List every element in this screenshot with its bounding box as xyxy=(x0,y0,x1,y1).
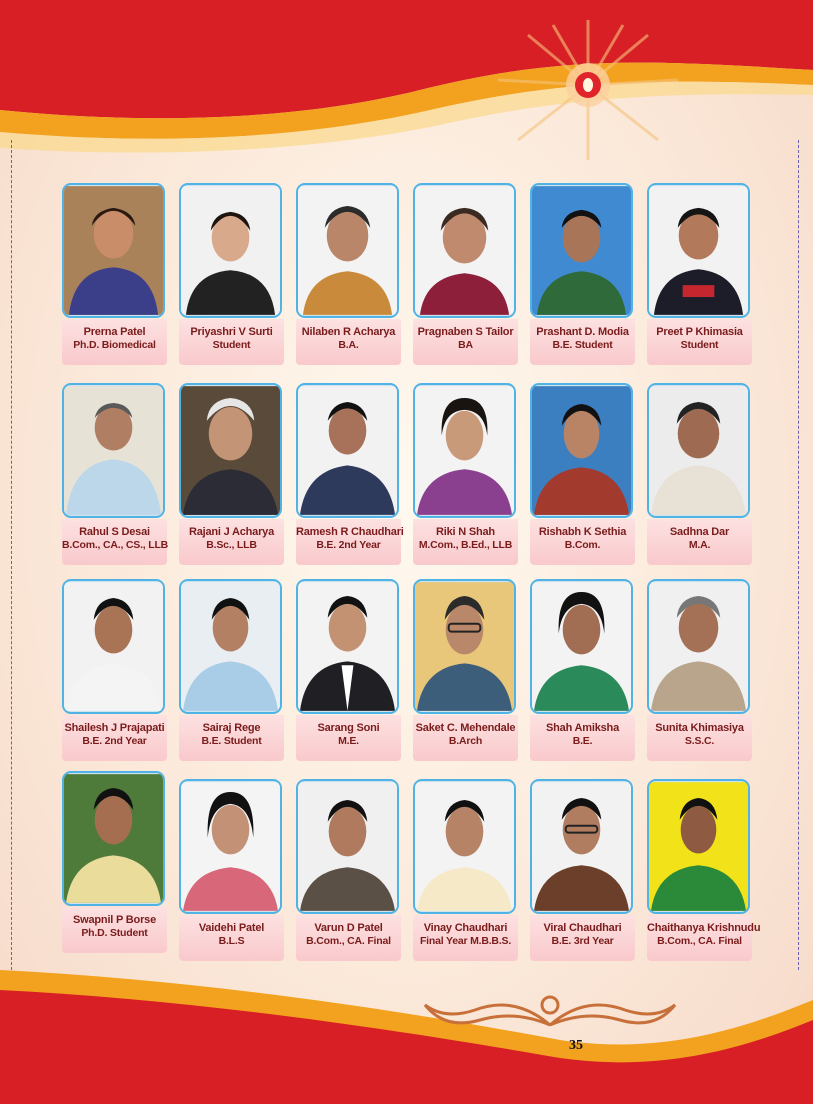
portrait-photo xyxy=(647,183,750,318)
person-qualification: B.E. 3rd Year xyxy=(551,935,614,947)
person-name: Vaidehi Patel xyxy=(198,922,265,934)
person-qualification: B.Arch xyxy=(448,735,483,747)
person-qualification: B.L.S xyxy=(218,935,245,947)
person-name: Prerna Patel xyxy=(83,326,146,338)
portrait-photo xyxy=(413,579,516,714)
person-qualification: Student xyxy=(212,339,251,351)
profile-card xyxy=(413,579,518,747)
profile-card xyxy=(179,183,284,351)
portrait-photo xyxy=(530,383,633,518)
person-qualification: B.E. Student xyxy=(552,339,613,351)
portrait-photo xyxy=(179,183,282,318)
profile-card xyxy=(62,579,167,747)
person-name: Prashant D. Modia xyxy=(536,326,629,338)
person-qualification: Ph.D. Biomedical xyxy=(73,339,156,351)
portrait-photo xyxy=(413,383,516,518)
profile-card xyxy=(530,383,635,551)
person-name: Shah Amiksha xyxy=(546,722,619,734)
profile-card xyxy=(179,383,284,551)
left-dashed-border xyxy=(11,140,12,970)
person-qualification: B.Com., CA., CS., LLB xyxy=(62,539,169,551)
person-qualification: M.E. xyxy=(338,735,359,747)
sun-rays-emblem xyxy=(488,20,688,170)
person-name: Rajani J Acharya xyxy=(188,526,275,538)
portrait-photo xyxy=(296,183,399,318)
profile-card xyxy=(296,183,401,351)
person-qualification: B.E. Student xyxy=(201,735,262,747)
portrait-photo xyxy=(62,771,165,906)
person-name: Sadhna Dar xyxy=(669,526,730,538)
person-qualification: M.A. xyxy=(688,539,711,551)
person-name: Rahul S Desai xyxy=(79,526,150,538)
person-qualification: Ph.D. Student xyxy=(81,927,148,939)
profile-card xyxy=(296,579,401,747)
person-qualification: B.E. 2nd Year xyxy=(82,735,147,747)
portrait-photo xyxy=(530,183,633,318)
portrait-photo xyxy=(179,579,282,714)
person-name: Saket C. Mehendale xyxy=(415,722,516,734)
person-name: Shailesh J Prajapati xyxy=(64,722,165,734)
profile-card xyxy=(296,779,401,947)
person-name: Preet P Khimasia xyxy=(656,326,743,338)
person-name: Riki N Shah xyxy=(436,526,495,538)
person-name: Priyashri V Surti xyxy=(190,326,273,338)
profile-card xyxy=(647,779,761,947)
portrait-photo xyxy=(647,383,750,518)
portrait-photo xyxy=(530,579,633,714)
person-qualification: B.E. xyxy=(572,735,593,747)
profile-card xyxy=(647,383,752,551)
person-name: Nilaben R Acharya xyxy=(301,326,396,338)
portrait-photo xyxy=(296,779,399,914)
portrait-photo xyxy=(413,779,516,914)
portrait-photo xyxy=(179,383,282,518)
portrait-photo xyxy=(62,579,165,714)
profile-card xyxy=(179,779,284,947)
person-name: Sunita Khimasiya xyxy=(655,722,744,734)
person-qualification: B.E. 2nd Year xyxy=(316,539,381,551)
person-name: Rishabh K Sethia xyxy=(538,526,627,538)
person-name: Pragnaben S Tailor xyxy=(417,326,514,338)
portrait-photo xyxy=(413,183,516,318)
profile-card xyxy=(647,579,752,747)
person-qualification: B.Com., CA. Final xyxy=(657,935,742,947)
profile-card xyxy=(179,579,284,747)
portrait-photo xyxy=(62,183,165,318)
profile-card xyxy=(413,779,518,947)
portrait-photo xyxy=(296,579,399,714)
profile-card xyxy=(62,383,169,551)
person-name: Viral Chaudhari xyxy=(543,922,622,934)
portrait-photo xyxy=(530,779,633,914)
page-number: 35 xyxy=(569,1038,583,1053)
person-name: Vinay Chaudhari xyxy=(423,922,508,934)
portrait-photo xyxy=(62,383,165,518)
profile-card xyxy=(530,183,635,351)
person-qualification: BA xyxy=(458,339,473,351)
right-dashed-border xyxy=(798,140,799,970)
person-qualification: S.S.C. xyxy=(684,735,715,747)
person-qualification: B.Com. xyxy=(564,539,601,551)
person-qualification: B.Sc., LLB xyxy=(206,539,257,551)
profile-card xyxy=(62,771,167,939)
person-name: Sairaj Rege xyxy=(202,722,261,734)
person-qualification: B.Com., CA. Final xyxy=(306,935,391,947)
person-qualification: M.Com., B.Ed., LLB xyxy=(418,539,513,551)
person-qualification: B.A. xyxy=(338,339,359,351)
profile-card xyxy=(296,383,404,551)
person-name: Sarang Soni xyxy=(317,722,380,734)
portrait-photo xyxy=(647,779,750,914)
top-decorative-band xyxy=(0,0,813,160)
profile-card xyxy=(530,779,635,947)
portrait-photo xyxy=(179,779,282,914)
person-qualification: Student xyxy=(680,339,719,351)
person-qualification: Final Year M.B.B.S. xyxy=(419,935,512,947)
profile-card xyxy=(413,383,518,551)
profile-card xyxy=(413,183,518,351)
profile-card xyxy=(647,183,752,351)
portrait-photo xyxy=(647,579,750,714)
profile-card xyxy=(62,183,167,351)
floral-ornament xyxy=(405,985,695,1035)
person-name: Varun D Patel xyxy=(314,922,383,934)
person-name: Swapnil P Borse xyxy=(73,914,156,926)
portrait-photo xyxy=(296,383,399,518)
person-name: Chaithanya Krishnudu xyxy=(647,922,761,934)
profile-card xyxy=(530,579,635,747)
person-name: Ramesh R Chaudhari xyxy=(296,526,404,538)
